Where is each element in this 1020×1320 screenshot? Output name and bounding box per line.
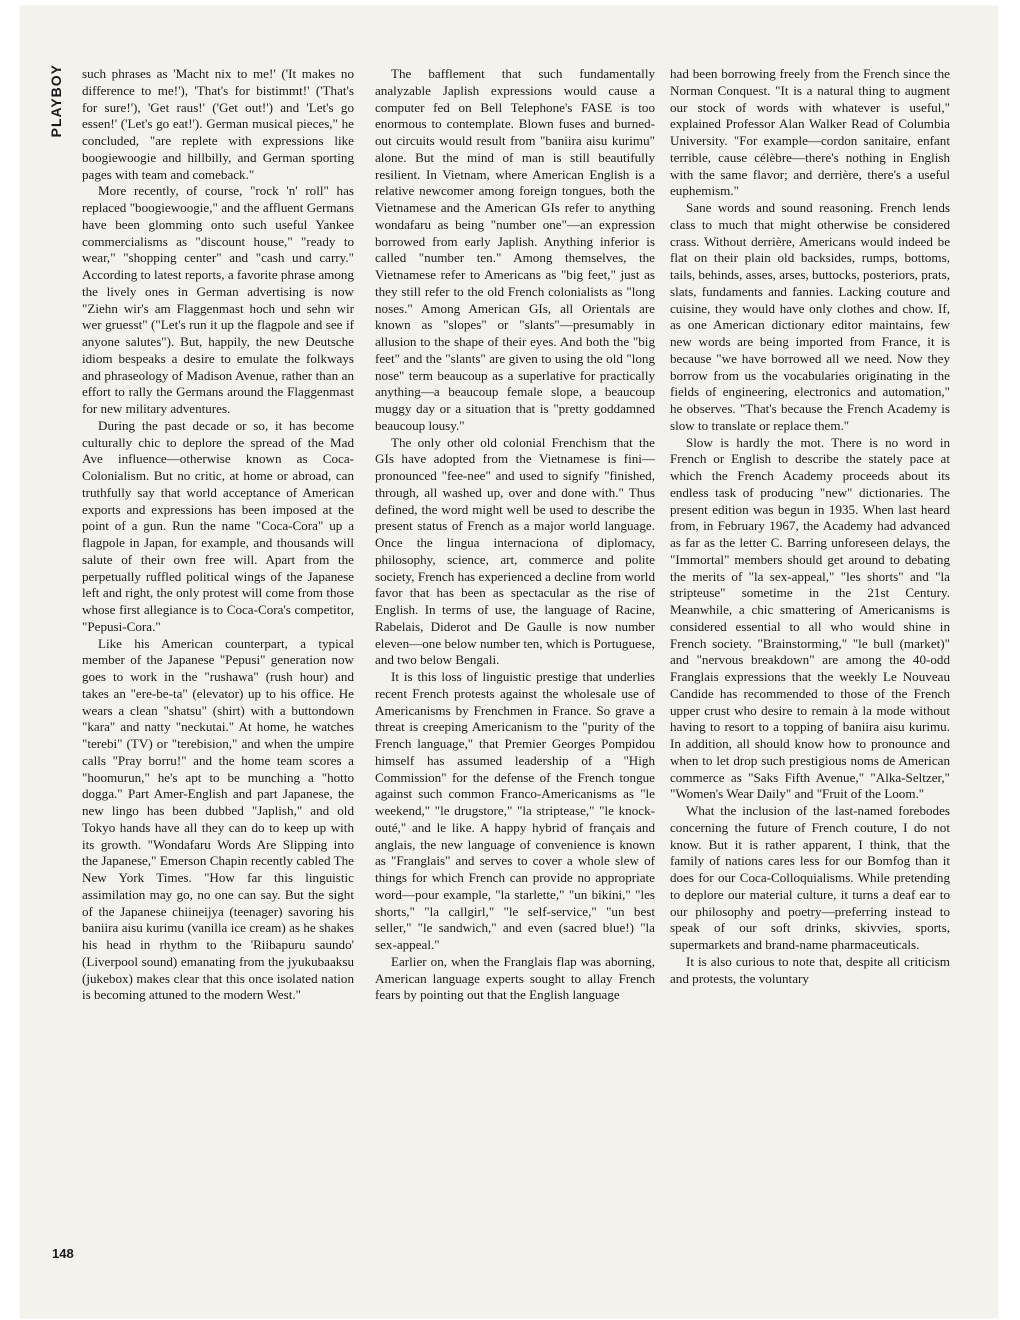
text-column-2 <box>375 66 655 1004</box>
paragraph: It is also curious to note that, despite all criticism and protests, the voluntary <box>670 953 950 986</box>
paragraph: During the past decade or so, it has become culturally chic to deplore the spread of the Mad Ave influence—otherwise known as Coca-Colonialism. But no critic, at home or abroad, can truthfully say that world acceptance of American exports and expressions has been imposed at the point of a gun. Run the name "Coca-Cora" up a flagpole in Japan, for example, and thousands will salute of their own free will. Apart from the perpetually ruffled political wings of the Japanese left and right, the only protest will come from those whose first allegiance is to Coca-Cora's competitor, "Pepusi-Cora." <box>82 417 354 634</box>
paragraph: Like his American counterpart, a typical member of the Japanese "Pepusi" generation now goes to work in the "rushawa" (rush hour) and takes an "ere-be-ta" (elevator) up to his office. He wears a clean "shatsu" (shirt) with a buttondown "kara" and natty "neckutai." At home, he watches "terebi" (TV) or "terebision," and when the umpire calls "Pray borru!" and the home team scores a "hoomurun," he's apt to be munching a "hotto dogga." Part Amer-English and part Japanese, the new lingo has been dubbed "Japlish," and old Tokyo hands have all they can do to keep up with its growth. "Wondafaru Words Are Slipping into the Japanese," Emerson Chapin recently cabled The New York Times. "How far this linguistic assimilation may go, no one can say. But the sight of the Japanese chiineijya (teenager) savoring his baniira aisu kurimu (vanilla ice cream) as he shakes his head in rhythm to the 'Riibapuru saundo' (Liverpool sound) emanating from the jyukubaaksu (jukebox) makes clear that this once isolated nation is becoming attuned to the modern West." <box>82 635 354 1003</box>
paragraph: Sane words and sound reasoning. French lends class to much that might otherwise be considered crass. Without derrière, Americans would indeed be flat on their plain old backsides, rumps, bottoms, tails, behinds, asses, arses, buttocks, posteriors, prats, slats, fundaments and fannies. Lacking couture and cuisine, they would have only clothes and chow. If, as one American dictionary editor maintains, few new words are being imported from France, it is because "we have borrowed all we need. Now they borrow from us the vocabularies originating in the fields of engineering, electronics and automation," he observes. "That's because the French Academy is slow to translate or replace them." <box>670 200 950 433</box>
text-column-1 <box>82 66 354 1004</box>
paragraph: had been borrowing freely from the French since the Norman Conquest. "It is a natural thing to augment our stock of words with whatever is useful," explained Professor Alan Walker Read of Columbia University. "For example—cordon sanitaire, enfant terrible, cause célèbre—there's nothing in English with the same flavor; and derrière, there's a useful euphemism." <box>670 66 950 199</box>
page-number: 148 <box>52 1246 74 1261</box>
paragraph: Slow is hardly the mot. There is no word in French or English to describe the stately pace at which the French Academy proceeds about its endless task of producing "new" dictionaries. The present edition was begun in 1935. When last heard from, in February 1967, the Academy had advanced as far as the letter C. Barring unforeseen delays, the "Immortal" members should get around to debating the merits of "la sex-appeal," "les shorts" and "la stripteuse" sometime in the 21st Century. Meanwhile, a chic smattering of Americanisms is considered essential to all who would shine in French society. "Brainstorming," "le bull (market)" and "nervous breakdown" are among the 40-odd Franglais expressions that the weekly Le Nouveau Candide has recommended to those of the French upper crust who desire to remain à la mode without having to resort to a topping of baniira aisu kurimu. In addition, all should know how to pronounce and when to let drop such prestigious noms de American commerce as "Saks Fifth Avenue," "Alka-Seltzer," "Women's Wear Daily" and "Fruit of the Loom." <box>670 434 950 802</box>
paragraph: The bafflement that such fundamentally analyzable Japlish expressions would cause a computer fed on Bell Telephone's FASE is too enormous to contemplate. Blown fuses and burned-out circuits would result from "baniira aisu kurimu" alone. But the mind of man is still beautifully resilient. In Vietnam, where American English is a relative newcomer among foreign tongues, both the Vietnamese and the American GIs refer to anything wondafaru as being "number one"—an expression borrowed from early Japlish. Anything inferior is called "number ten." Among themselves, the Vietnamese refer to Americans as "big feet," just as they still refer to the old French colonialists as "long noses." Among American GIs, all Orientals are known as "slopes" or "slants"—presumably in allusion to the shape of their eyes. And both the "big feet" and the "slants" are given to using the old "long nose" term beaucoup as a superlative for practically anything—a beaucoup female slope, a beaucoup muggy day or a situation that is "pretty goddamned beaucoup lousy." <box>375 66 655 433</box>
magazine-page <box>20 6 998 1318</box>
paragraph: such phrases as 'Macht nix to me!' ('It makes no difference to me!'), 'That's for bistimmt!' ('That's for sure!'), 'Get raus!' ('Get out!') and 'Let's go essen!' ('Let's go eat!'). German musical pieces," he concluded, "are replete with expressions like boogiewoogie and hillbilly, and German sporting pages with team and comeback." <box>82 66 354 182</box>
magazine-masthead: PLAYBOY <box>48 64 64 138</box>
paragraph: Earlier on, when the Franglais flap was aborning, American language experts sought to allay French fears by pointing out that the English language <box>375 953 655 1003</box>
paragraph: More recently, of course, "rock 'n' roll" has replaced "boogiewoogie," and the affluent Germans have been glomming onto such useful Yankee commercialisms as "discount house," "ready to wear," "shopping center" and "cash und carry." According to latest reports, a favorite phrase among the lively ones in German advertising is now "Ziehn wir's am Flaggenmast hoch und sehn wir wer gruesst" ("Let's run it up the flagpole and see if anyone salutes"). But, happily, the new Deutsche idiom bespeaks a desire to emulate the folkways and phraseology of Madison Avenue, rather than an effort to rally the Germans around the Flaggenmast for new military adventures. <box>82 183 354 416</box>
paragraph: The only other old colonial Frenchism that the GIs have adopted from the Vietnamese is fini—pronounced "fee-nee" and used to signify "finished, through, all washed up, over and done with." Thus defined, the word might well be used to describe the present status of French as a major world language. Once the lingua internaciona of diplomacy, philosophy, science, art, commerce and polite society, French has experienced a decline from world favor that has been as spectacular as the rise of English. In terms of use, the language of Racine, Rabelais, Diderot and De Gaulle is now number eleven—one below number ten, which is Portuguese, and two below Bengali. <box>375 434 655 668</box>
paragraph: It is this loss of linguistic prestige that underlies recent French protests against the wholesale use of Americanisms by Frenchmen in France. So grave a threat is creeping Americanism to the "purity of the French language," that Premier Georges Pompidou himself has assumed leadership of a "High Commission" for the defense of the French tongue against such common Franco-Americanisms as "le weekend," "le drugstore," "la striptease," "le knock-outé," and le like. A happy hybrid of français and anglais, the new language of convenience is known as "Franglais" and serves to cover a whole slew of things for which French can provide no appropriate word—pour example, "la starlette," "un bikini," "les shorts," "la callgirl," "le self-service," "un best seller," "le sandwich," and even (sacred blue!) "la sex-appeal." <box>375 669 655 952</box>
text-column-3 <box>670 66 950 987</box>
paragraph: What the inclusion of the last-named forebodes concerning the future of French couture, I do not know. But it is rather apparent, I think, that the family of nations cares less for our Bomfog than it does for our Coca-Colloquialisms. While pretending to deplore our material culture, it turns a deaf ear to our philosophy and poetry—preferring instead to speak of our soft drinks, skivvies, sports, supermarkets and brand-name pharmaceuticals. <box>670 803 950 952</box>
